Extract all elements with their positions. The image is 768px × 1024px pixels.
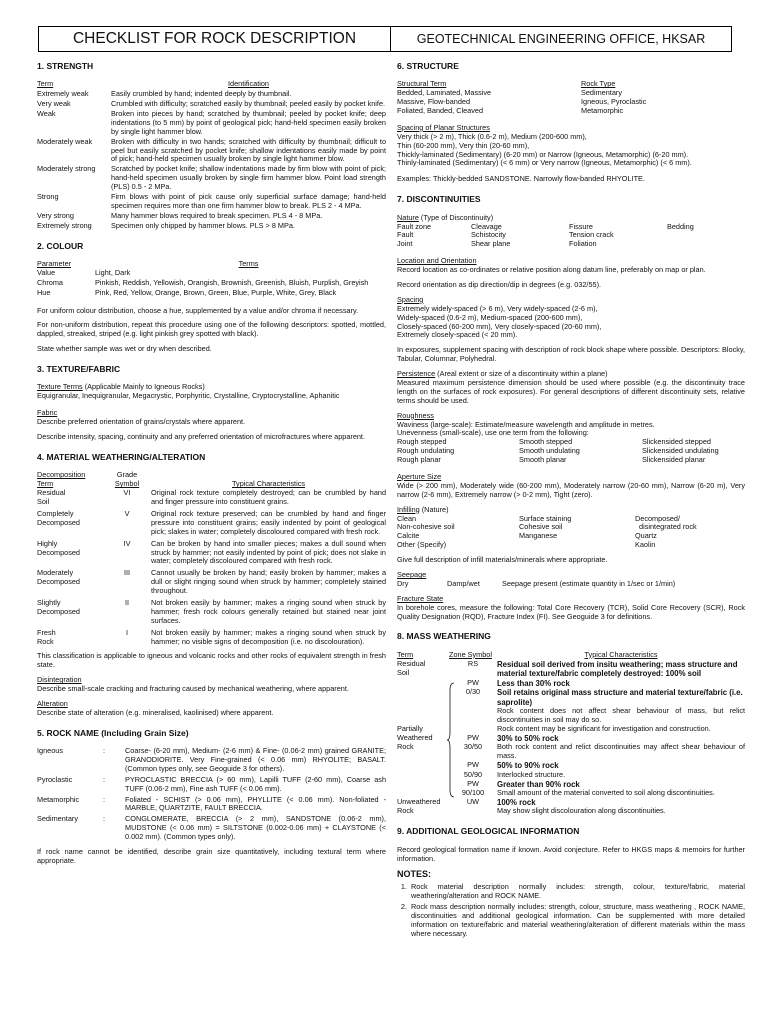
nature-cell: Bedding <box>667 221 694 231</box>
strength-term: Moderately strong <box>37 164 96 174</box>
colour-paragraph: State whether sample was wet or dry when described. <box>37 344 212 354</box>
roughness-row <box>397 456 745 465</box>
structure-row <box>397 107 745 116</box>
mw-symbol: UW <box>466 796 480 806</box>
fracture-label: Fracture State <box>397 593 444 603</box>
strength-row <box>37 212 386 221</box>
infilling-cell: Kaolin <box>635 540 656 550</box>
colour-param: Value <box>37 267 56 277</box>
colour-paragraph: For non-uniform distribution, repeat this procedure using one of the following descriptors: spotted, mottled, dappled, streaked, striped (e.g. light pinkish grey spotted with black). <box>37 320 386 339</box>
colour-col-terms: Terms <box>238 258 259 268</box>
infilling-paragraph: Give full description of infill materials/minerals where appropriate. <box>397 555 608 565</box>
weathering-row <box>37 569 386 596</box>
planar-spacing-label: Spacing of Planar Structures <box>397 122 490 132</box>
weathering-term: Decomposed <box>37 606 80 616</box>
nature-row <box>397 240 745 249</box>
rockname-term: Igneous <box>37 746 63 756</box>
rockname-row <box>37 747 386 774</box>
disintegration-label: Disintegration <box>37 675 82 685</box>
nature-cell: Schistocity <box>471 230 506 240</box>
fabric-label: Fabric <box>37 408 58 418</box>
weathering-row <box>37 489 386 507</box>
mw-desc: 50% to 90% rock <box>497 761 559 771</box>
structure-type: Sedimentary <box>581 88 622 98</box>
weathering-paragraph: This classification is applicable to igneous and volcanic rocks and other rocks of equivalent strength in fresh state. <box>37 651 386 670</box>
persistence-title: Persistence <box>397 369 436 379</box>
infilling-cell: Non-cohesive soil <box>397 522 455 532</box>
nature-note: (Type of Discontinuity) <box>418 212 494 222</box>
roughness-line: Unevenness (small-scale), use one term from the following: <box>397 428 589 438</box>
colour-heading: 2. COLOUR <box>37 240 84 251</box>
col-symbol: Symbol <box>114 479 140 489</box>
mw-term: Rock <box>397 741 414 751</box>
infilling-row <box>397 523 745 532</box>
nature-cell: Shear plane <box>471 239 511 249</box>
rockname-desc: CONGLOMERATE, BRECCIA (> 2 mm), SANDSTONE (0.06-2 mm), MUDSTONE (< 0.06 mm) = SILTSTONE (0.002-0.06 mm) + CLAYSTONE (< 0.002 mm). (Common types only). <box>125 814 386 842</box>
aperture-label: Aperture Size <box>397 472 442 481</box>
mw-symbol: PW <box>467 760 479 770</box>
strength-desc: Many hammer blows required to break specimen. PLS 4 - 8 MPa. <box>111 210 323 220</box>
roughness-cell: Smooth undulating <box>519 446 580 456</box>
spacing-line: Extremely widely-spaced (> 6 m), Very widely-spaced (2-6 m), <box>397 303 598 313</box>
note-item: 2. Rock mass description normally includes: strength, colour, structure, mass weathering , ROCK NAME, discontinuities and additional geological information. Can be supplemented with more detailed information on texture/fabric and material weathering/alteration of different materials within the mass where necessary. <box>409 903 745 939</box>
colour-row <box>37 279 386 288</box>
roughness-line: Waviness (large-scale): Estimate/measure wavelength and amplitude in metres. <box>397 419 655 429</box>
fracture-text: In borehole cores, measure the following: Total Core Recovery (TCR), Solid Core Recovery (SCR), Rock Quality Designation (RQD), Fracture Index (FI). See Geoguide 3 for definitions. <box>397 602 745 621</box>
colour-table <box>37 269 386 298</box>
colour-row <box>37 269 386 278</box>
rockname-term: Pyroclastic <box>37 774 73 784</box>
strength-desc: Specimen only chipped by hammer blows. PLS > 8 MPa. <box>111 220 295 230</box>
disintegration-text: Describe small-scale cracking and fracturing caused by mechanical weathering, where apparent. <box>37 684 349 694</box>
colour-param: Hue <box>37 287 51 297</box>
rockname-heading: 5. ROCK NAME (Including Grain Size) <box>37 727 189 738</box>
alteration-label: Alteration <box>37 698 68 708</box>
seepage-cell: Damp/wet <box>447 578 480 588</box>
seepage-row <box>397 580 745 589</box>
strength-row <box>37 165 386 192</box>
mw-term: Residual <box>397 658 426 668</box>
infilling-cell <box>519 541 635 550</box>
colour-terms: Light, Dark <box>95 267 131 277</box>
mass-weathering-header <box>397 651 745 660</box>
mw-desc: Greater than 90% rock <box>497 779 580 789</box>
weathering-row <box>37 599 386 626</box>
note-item: 1. Rock material description normally includes: strength, colour, texture/fabric, material weathering/alteration and ROCK NAME. <box>409 883 745 901</box>
structure-heading: 6. STRUCTURE <box>397 61 459 71</box>
nature-cell: Fault zone <box>397 221 432 231</box>
weathering-grade: II <box>124 597 130 607</box>
weathering-desc: Not broken easily by hammer; makes a ringing sound when struck by hammer; fresh rock colours generally retained but stained near joint surfaces. <box>151 597 386 625</box>
rockname-row <box>37 796 386 814</box>
infilling-cell: Decomposed/ <box>635 513 681 523</box>
weathering-term: Slightly <box>37 597 61 607</box>
rockname-desc: Foliated - SCHIST (> 0.06 mm), PHYLLITE (< 0.06 mm). Non-foliated - MARBLE, QUARTZITE, FAULT BRECCIA. <box>125 794 386 813</box>
roughness-label: Roughness <box>397 410 434 420</box>
mw-term: Soil <box>397 667 410 677</box>
mw-term: Rock <box>397 805 414 815</box>
rockname-desc: Coarse- (6-20 mm), Medium- (2-6 mm) & Fine- (0.06-2 mm) grained GRANITE; GRANODIORITE. Very Fine-grained (< 0.06 mm) RHYOLITE; BASALT. (Common types only, see Geoguide 3 for others). <box>125 746 386 773</box>
rockname-colon: : <box>103 774 106 784</box>
planar-spacing-line: Very thick (> 2 m), Thick (0.6-2 m), Medium (200-600 mm), <box>397 131 587 141</box>
rockname-paragraph: If rock name cannot be identified, describe grain size quantitatively, including textural term where appropriate. <box>37 847 386 865</box>
strength-row <box>37 193 386 211</box>
weathering-grade: VI <box>123 488 131 498</box>
strength-term: Extremely strong <box>37 220 92 230</box>
mw-col-term: Term <box>397 649 414 659</box>
mass-weathering-heading: 8. MASS WEATHERING <box>397 631 491 642</box>
roughness-cell: Slickensided stepped <box>642 437 711 447</box>
weathering-row <box>37 629 386 647</box>
strength-term: Weak <box>37 109 56 119</box>
mw-desc: Rock content may be significant for investigation and construction. <box>497 724 711 733</box>
strength-header <box>37 80 386 89</box>
rockname-term: Sedimentary <box>37 814 78 824</box>
planar-spacing-line: Thinly-laminated (Sedimentary) (< 6 mm) or Very narrow (Igneous, Metamorphic) (< 6 mm). <box>397 158 692 168</box>
mw-symbol: 0/30 <box>465 687 481 697</box>
col-grade: Grade <box>116 470 138 480</box>
persistence-text: Measured maximum persistence dimension should be used where possible (e.g. the discontinuity trace length on the surfaces of rock exposures). For general descriptions of different discontinuity sets, relative terms should be used. <box>397 377 745 405</box>
structure-col-rocktype: Rock Type <box>581 79 616 89</box>
weathering-term: Decomposed <box>37 517 80 527</box>
mw-row <box>397 798 745 816</box>
infilling-row <box>397 541 745 550</box>
rockname-row <box>37 776 386 794</box>
infilling-cell: Manganese <box>519 531 558 541</box>
spacing-paragraph: In exposures, supplement spacing with description of rock block shape where possible. Descriptors: Blocky, Tabular, Columnar, Polyhedral. <box>397 345 745 364</box>
fabric-text: Describe preferred orientation of grains/crystals where apparent. <box>37 417 246 427</box>
structure-type: Metamorphic <box>581 106 624 116</box>
rockname-table <box>37 747 386 842</box>
roughness-cell: Slickensided undulating <box>642 446 719 456</box>
roughness-cell: Rough stepped <box>397 437 447 447</box>
colour-row <box>37 289 386 298</box>
weathering-term: Completely <box>37 508 74 518</box>
mass-weathering-table <box>397 660 745 817</box>
strength-col-term: Term <box>37 79 54 89</box>
mw-col-characteristics: Typical Characteristics <box>584 649 658 659</box>
weathering-term: Decomposed <box>37 547 80 557</box>
strength-term: Very strong <box>37 210 74 220</box>
seepage-label: Seepage <box>397 570 427 580</box>
infilling-label <box>397 506 745 515</box>
left-column <box>37 60 386 872</box>
nature-title: Nature <box>397 212 419 222</box>
page-title: CHECKLIST FOR ROCK DESCRIPTION <box>39 27 391 51</box>
strength-desc: Broken with difficulty in two hands; scratched with difficulty by thumbnail; difficult to peel but easily scratched by pocket knife; shallow indentations easily made by point of pick; hand-held specimen usually broken by single light hammer blow. <box>111 136 386 164</box>
strength-desc: Broken into pieces by hand; scratched by thumbnail; peeled by pocket knife; deep indentations (to 5 mm) by point of geological pick; hand-held specimen easily broken by single light hammer blow. <box>111 109 386 136</box>
weathering-term: Highly <box>37 538 58 548</box>
rockname-colon: : <box>103 814 106 824</box>
infilling-note: (Nature) <box>419 504 449 514</box>
strength-row <box>37 222 386 231</box>
orientation-text: Record orientation as dip direction/dip in degrees (e.g. 032/55). <box>397 279 602 289</box>
infilling-cell: Clean <box>397 513 417 523</box>
header-box <box>38 26 732 52</box>
planar-spacing-line: Thickly-laminated (Sedimentary) (6-20 mm) or Narrow (Igneous, Metamorphic) (6-20 mm). <box>397 149 689 159</box>
rockname-desc: PYROCLASTIC BRECCIA (> 60 mm), Lapilli TUFF (2-60 mm), Coarse ash TUFF (0.06-2 mm), Fine ash TUFF (< 0.06 mm). <box>125 774 386 793</box>
strength-row <box>37 90 386 99</box>
weathering-grade: I <box>125 627 129 637</box>
colour-terms: Pinkish, Reddish, Yellowish, Orangish, Brownish, Greenish, Bluish, Purplish, Greyish <box>95 277 369 287</box>
spacing-line: Extremely closely-spaced (< 20 mm). <box>397 330 518 340</box>
infilling-cell: Calcite <box>397 531 420 541</box>
weathering-term: Residual <box>37 488 66 498</box>
structure-term: Massive, Flow-banded <box>397 97 471 107</box>
mw-symbol: 30/50 <box>463 741 483 751</box>
aperture-text: Wide (> 200 mm), Moderately wide (60-200 mm), Moderately narrow (20-60 mm), Narrow (6-20 m), Very narrow (2-6 mm), Extremely narrow (> 0-2 mm), Tight (zero). <box>397 480 745 499</box>
location-label: Location and Orientation <box>397 256 477 266</box>
mw-desc: Both rock content and relict discontinuities may affect shear behaviour of mass. <box>497 742 745 761</box>
strength-heading: 1. STRENGTH <box>37 61 94 71</box>
mw-symbol: 90/100 <box>461 788 485 798</box>
roughness-cell: Slickensided planar <box>642 455 706 465</box>
strength-row <box>37 138 386 165</box>
strength-table <box>37 90 386 230</box>
texture-terms-text: Equigranular, Inequigranular, Megacrystic, Porphyritic, Crystalline, Cryptocrystalline, Aphanitic <box>37 391 340 401</box>
infilling-cell: Cohesive soil <box>519 522 563 532</box>
weathering-term: Moderately <box>37 568 74 578</box>
nature-cell: Tension crack <box>569 230 614 240</box>
col-term: Term <box>37 479 54 489</box>
roughness-cell: Smooth planar <box>519 455 567 465</box>
mw-term: Unweathered <box>397 796 441 806</box>
strength-desc: Scratched by pocket knife; shallow indentations made by firm blow with point of pick; hand-held specimen usually broken by single firm hammer blow. Point load strength (PLS) 0.5 - 2 MPa. <box>111 164 386 192</box>
mw-desc: Less than 30% rock <box>497 678 570 688</box>
roughness-cell: Smooth stepped <box>519 437 573 447</box>
mw-symbol: PW <box>467 778 479 788</box>
weathering-grade: III <box>123 568 131 578</box>
mw-desc: May show slight discolouration along discontinuities. <box>497 806 666 816</box>
infilling-cell: Quartz <box>635 531 657 541</box>
notes-list <box>409 883 745 938</box>
weathering-desc: Can be broken by hand into smaller pieces; makes a dull sound when struck by hammer; not easily indented by point of pick; does not slake in water; completely discoloured compared with fresh rock. <box>151 538 386 566</box>
alteration-text: Describe state of alteration (e.g. mineralised, kaolinised) where apparent. <box>37 707 274 717</box>
texture-heading: 3. TEXTURE/FABRIC <box>37 364 121 375</box>
strength-term: Very weak <box>37 99 71 109</box>
mw-symbol: PW <box>467 732 479 742</box>
seepage-cell: Seepage present (estimate quantity in 1/sec or 1/min) <box>502 578 676 588</box>
colour-header <box>37 260 386 269</box>
infilling-cell: Surface staining <box>519 513 572 523</box>
weathering-term: Fresh <box>37 627 56 637</box>
mw-desc: Rock content does not affect shear behaviour of mass, but relict discontinuities in soil may do so. <box>497 706 745 725</box>
weathering-col-term <box>37 471 103 489</box>
nature-cell: Fissure <box>569 221 593 231</box>
mw-col-zone: Zone Symbol <box>449 649 492 659</box>
mw-term: Weathered <box>397 732 433 742</box>
weathering-heading: 4. MATERIAL WEATHERING/ALTERATION <box>37 451 206 462</box>
structure-type: Igneous, Pyroclastic <box>581 97 647 107</box>
mw-symbol: PW <box>467 677 479 687</box>
additional-heading: 9. ADDITIONAL GEOLOGICAL INFORMATION <box>397 826 580 837</box>
weathering-desc: Original rock texture completely destroyed; can be crumbled by hand and finger pressure into constituent grains. <box>151 488 386 507</box>
weathering-term: Soil <box>37 497 50 507</box>
roughness-cell: Rough undulating <box>397 446 455 456</box>
infilling-cell: disintegrated rock <box>635 522 697 532</box>
mw-desc: Interlocked structure. <box>497 769 566 779</box>
strength-term: Moderately weak <box>37 136 93 146</box>
planar-spacing-line: Thin (60-200 mm), Very thin (20-60 mm), <box>397 140 530 150</box>
strength-col-identification: Identification <box>228 79 269 89</box>
mw-symbol: 50/90 <box>463 769 483 779</box>
nature-cell: Cleavage <box>471 221 502 231</box>
weathering-col-characteristics: Typical Characteristics <box>232 479 305 489</box>
nature-cell: Fault <box>397 230 414 240</box>
spacing-label: Spacing <box>397 294 424 304</box>
colour-paragraph: For uniform colour distribution, choose a hue, supplemented by a value and/or chroma if necessary. <box>37 305 359 315</box>
strength-row <box>37 100 386 109</box>
spacing-line: Closely-spaced (60-200 mm), Very closely-spaced (20-60 mm), <box>397 321 602 331</box>
organization-name: GEOTECHNICAL ENGINEERING OFFICE, HKSAR <box>416 32 706 46</box>
mw-desc: 100% rock <box>497 797 536 807</box>
weathering-row <box>37 510 386 537</box>
structure-example: Examples: Thickly-bedded SANDSTONE. Narrowly flow-banded RHYOLITE. <box>397 174 645 184</box>
infilling-cell: Other (Specify) <box>397 540 447 550</box>
spacing-line: Widely-spaced (0.6-2 m), Medium-spaced (200-600 mm), <box>397 312 583 322</box>
rockname-colon: : <box>103 746 106 756</box>
structure-term: Foliated, Banded, Cleaved <box>397 106 483 116</box>
strength-desc: Firm blows with point of pick cause only superficial surface damage; hand-held specimen requires more than one firm hammer blow to break. PLS 2 - 4 MPa. <box>111 192 386 210</box>
mw-desc: Soil retains original mass structure and material texture/fabric (i.e. saprolite) <box>497 688 743 707</box>
strength-term: Strong <box>37 192 59 202</box>
discontinuities-heading: 7. DISCONTINUITIES <box>397 194 481 205</box>
strength-term: Extremely weak <box>37 89 89 99</box>
persistence-note: (Areal extent or size of a discontinuity within a plane) <box>435 369 608 379</box>
texture-paragraph: Describe intensity, spacing, continuity and any preferred orientation of microfractures where apparent. <box>37 432 365 442</box>
weathering-header <box>37 471 386 489</box>
structure-term: Bedded, Laminated, Massive <box>397 88 492 98</box>
strength-desc: Crumbled with difficulty; scratched easily by thumbnail; peeled easily by pocket knife. <box>111 99 386 109</box>
col-decomposition: Decomposition <box>37 470 86 480</box>
colour-terms: Pink, Red, Yellow, Orange, Brown, Green, Blue, Purple, White, Grey, Black <box>95 287 337 297</box>
rockname-row <box>37 815 386 842</box>
weathering-desc: Cannot usually be broken by hand; easily broken by hammer; makes a dull or slight ringing sound when struck by hammer; completely stained throughout. <box>151 568 386 596</box>
texture-terms-note: (Applicable Mainly to Igneous Rocks) <box>82 382 205 392</box>
additional-text: Record geological formation name if known. Avoid conjecture. Refer to HKGS maps & memoirs for further information. <box>397 844 745 863</box>
weathering-col-grade <box>103 471 151 489</box>
mw-desc: Small amount of the material converted to soil along discontinuities. <box>497 788 715 798</box>
mw-term: Partially <box>397 724 423 733</box>
seepage-cell: Dry <box>397 578 409 588</box>
weathering-term: Rock <box>37 636 54 646</box>
weathering-desc: Not broken easily by hammer; makes a ringing sound when struck by hammer; no visible signs of decomposition (i.e. no discolouration). <box>151 627 386 646</box>
mw-row <box>397 660 745 679</box>
right-column <box>397 60 745 941</box>
weathering-table <box>37 489 386 646</box>
rockname-term: Metamorphic <box>37 794 80 804</box>
strength-row <box>37 110 386 137</box>
roughness-cell: Rough planar <box>397 455 441 465</box>
partially-weathered-brace <box>447 682 455 798</box>
notes-heading: NOTES: <box>397 869 432 880</box>
nature-cell: Foliation <box>569 239 597 249</box>
weathering-row <box>37 540 386 567</box>
weathering-desc: Original rock texture preserved; can be crumbled by hand and finger pressure into constituent grains; easily indented by point of geological pick; slakes in water; completely discoloured compared with fresh rock. <box>151 508 386 536</box>
strength-desc: Easily crumbled by hand; indented deeply by thumbnail. <box>111 89 292 99</box>
mw-desc: 30% to 50% rock <box>497 733 559 743</box>
structure-col-term: Structural Term <box>397 79 447 89</box>
texture-terms-title: Texture Terms <box>37 382 83 392</box>
mw-desc: Residual soil derived from insitu weathering; mass structure and material texture/fabric completely destroyed: 100% soil <box>497 659 738 679</box>
infilling-row <box>397 532 745 541</box>
rockname-colon: : <box>103 794 106 804</box>
colour-col-parameter: Parameter <box>37 258 72 268</box>
infilling-title: Infilling <box>397 504 420 514</box>
mw-symbol: RS <box>467 658 479 668</box>
weathering-term: Decomposed <box>37 577 80 587</box>
colour-param: Chroma <box>37 277 63 287</box>
weathering-grade: V <box>124 508 130 518</box>
nature-cell: Joint <box>397 239 413 249</box>
weathering-grade: IV <box>123 538 131 548</box>
location-text: Record location as co-ordinates or relative position along datum line, preferably on map or plan. <box>397 265 706 275</box>
